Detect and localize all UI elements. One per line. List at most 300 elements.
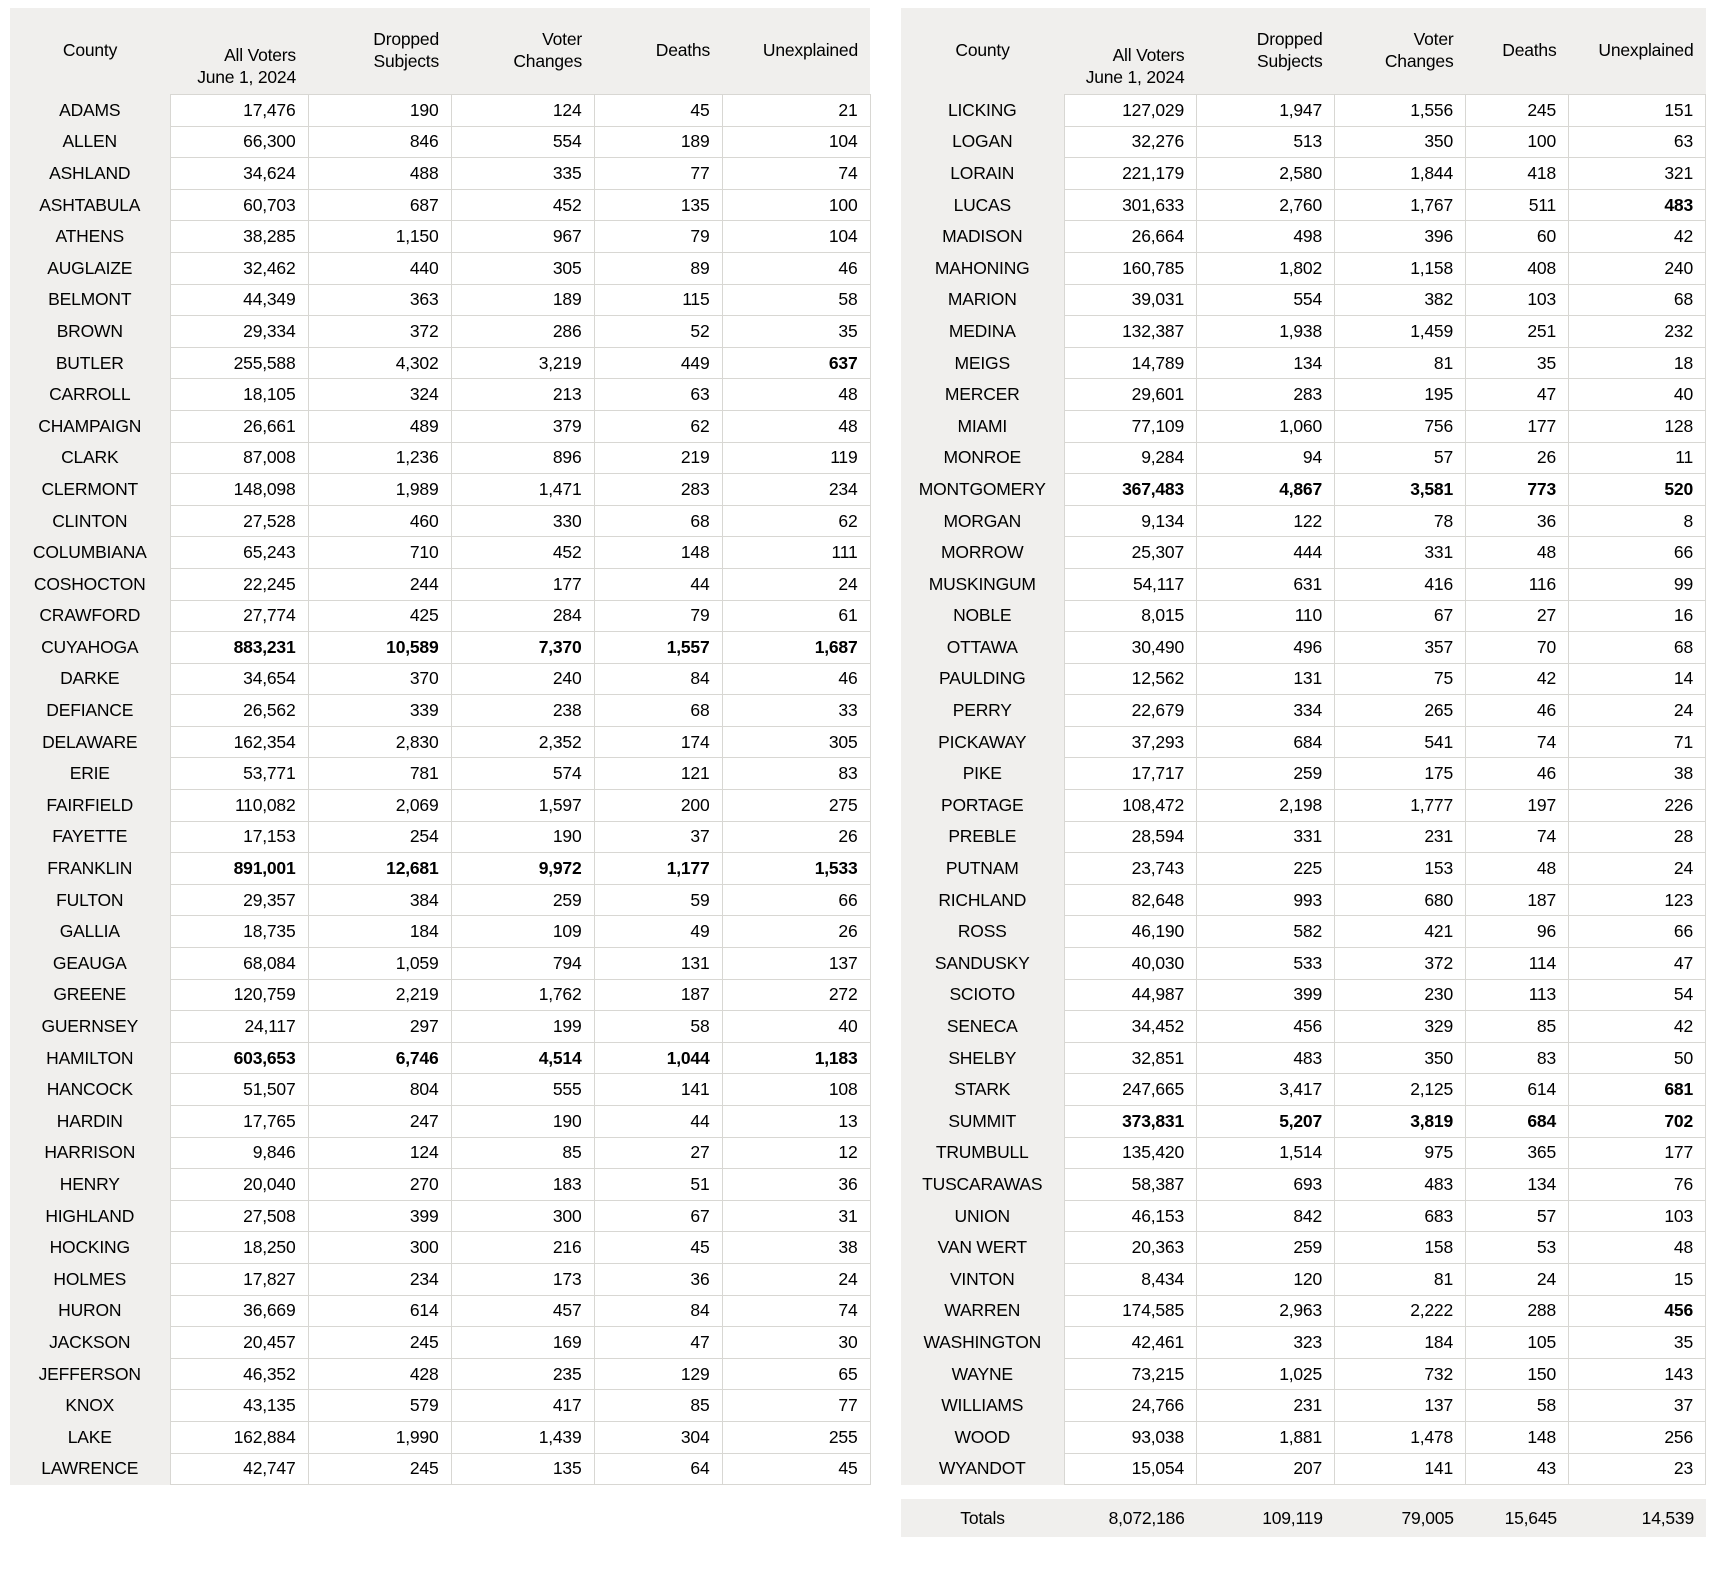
value-cell: 183 bbox=[451, 1169, 594, 1201]
value-cell: 37 bbox=[1569, 1390, 1706, 1422]
value-cell: 247 bbox=[308, 1106, 451, 1138]
value-cell: 259 bbox=[451, 884, 594, 916]
value-cell: 77 bbox=[722, 1390, 870, 1422]
value-cell: 108 bbox=[722, 1074, 870, 1106]
county-name-cell: VAN WERT bbox=[901, 1232, 1065, 1264]
value-cell: 449 bbox=[594, 347, 722, 379]
value-cell: 175 bbox=[1335, 758, 1466, 790]
header-dropped-line2: Subjects bbox=[1256, 51, 1323, 71]
table-row bbox=[901, 1421, 1706, 1453]
header-all-voters-line1: All Voters bbox=[1112, 45, 1185, 66]
value-cell: 297 bbox=[308, 1011, 451, 1043]
table-row bbox=[10, 189, 870, 221]
county-name-cell: PAULDING bbox=[901, 663, 1065, 695]
value-cell: 54,117 bbox=[1065, 568, 1197, 600]
table-row bbox=[901, 1042, 1706, 1074]
county-name-cell: SENECA bbox=[901, 1011, 1065, 1043]
value-cell: 216 bbox=[451, 1232, 594, 1264]
value-cell: 77,109 bbox=[1065, 410, 1197, 442]
county-name-cell: ADAMS bbox=[10, 95, 170, 127]
table-row bbox=[10, 1169, 870, 1201]
county-name-cell: PREBLE bbox=[901, 821, 1065, 853]
value-cell: 457 bbox=[451, 1295, 594, 1327]
value-cell: 13 bbox=[722, 1106, 870, 1138]
header-unexplained: Unexplained bbox=[1569, 8, 1706, 95]
value-cell: 36 bbox=[594, 1263, 722, 1295]
county-name-cell: MUSKINGUM bbox=[901, 568, 1065, 600]
table-row bbox=[10, 600, 870, 632]
value-cell: 710 bbox=[308, 537, 451, 569]
value-cell: 16 bbox=[1569, 600, 1706, 632]
county-name-cell: LAKE bbox=[10, 1421, 170, 1453]
value-cell: 234 bbox=[722, 474, 870, 506]
value-cell: 496 bbox=[1197, 632, 1335, 664]
header-changes-line1: Voter bbox=[1413, 29, 1454, 50]
value-cell: 1,556 bbox=[1335, 95, 1466, 127]
value-cell: 254 bbox=[308, 821, 451, 853]
value-cell: 158 bbox=[1335, 1232, 1466, 1264]
header-row bbox=[901, 8, 1706, 95]
value-cell: 35 bbox=[722, 316, 870, 348]
value-cell: 335 bbox=[451, 158, 594, 190]
value-cell: 120,759 bbox=[170, 979, 308, 1011]
value-cell: 67 bbox=[594, 1200, 722, 1232]
value-cell: 42 bbox=[1569, 221, 1706, 253]
value-cell: 74 bbox=[1466, 821, 1569, 853]
value-cell: 373,831 bbox=[1065, 1106, 1197, 1138]
value-cell: 26 bbox=[722, 821, 870, 853]
value-cell: 143 bbox=[1569, 1358, 1706, 1390]
value-cell: 148 bbox=[594, 537, 722, 569]
header-dropped-line1: Dropped bbox=[373, 29, 439, 50]
left-table-header bbox=[10, 8, 870, 95]
value-cell: 331 bbox=[1335, 537, 1466, 569]
table-row bbox=[10, 1042, 870, 1074]
table-row bbox=[10, 221, 870, 253]
value-cell: 27,774 bbox=[170, 600, 308, 632]
value-cell: 104 bbox=[722, 221, 870, 253]
value-cell: 444 bbox=[1197, 537, 1335, 569]
value-cell: 12 bbox=[722, 1137, 870, 1169]
county-name-cell: COSHOCTON bbox=[10, 568, 170, 600]
value-cell: 331 bbox=[1197, 821, 1335, 853]
value-cell: 3,219 bbox=[451, 347, 594, 379]
table-row bbox=[10, 568, 870, 600]
value-cell: 54 bbox=[1569, 979, 1706, 1011]
value-cell: 29,334 bbox=[170, 316, 308, 348]
header-row bbox=[10, 8, 870, 95]
value-cell: 184 bbox=[308, 916, 451, 948]
value-cell: 120 bbox=[1197, 1263, 1335, 1295]
value-cell: 452 bbox=[451, 537, 594, 569]
value-cell: 18,250 bbox=[170, 1232, 308, 1264]
value-cell: 65,243 bbox=[170, 537, 308, 569]
county-name-cell: STARK bbox=[901, 1074, 1065, 1106]
value-cell: 234 bbox=[308, 1263, 451, 1295]
county-name-cell: ASHLAND bbox=[10, 158, 170, 190]
value-cell: 189 bbox=[451, 284, 594, 316]
table-row bbox=[901, 948, 1706, 980]
value-cell: 36 bbox=[722, 1169, 870, 1201]
value-cell: 687 bbox=[308, 189, 451, 221]
value-cell: 46,190 bbox=[1065, 916, 1197, 948]
value-cell: 14,789 bbox=[1065, 347, 1197, 379]
value-cell: 300 bbox=[308, 1232, 451, 1264]
value-cell: 27,528 bbox=[170, 505, 308, 537]
value-cell: 245 bbox=[308, 1453, 451, 1485]
county-name-cell: FRANKLIN bbox=[10, 853, 170, 885]
county-name-cell: VINTON bbox=[901, 1263, 1065, 1295]
value-cell: 24 bbox=[1569, 695, 1706, 727]
table-row bbox=[10, 916, 870, 948]
value-cell: 137 bbox=[1335, 1390, 1466, 1422]
value-cell: 1,881 bbox=[1197, 1421, 1335, 1453]
value-cell: 555 bbox=[451, 1074, 594, 1106]
value-cell: 513 bbox=[1197, 126, 1335, 158]
value-cell: 1,989 bbox=[308, 474, 451, 506]
value-cell: 197 bbox=[1466, 790, 1569, 822]
value-cell: 96 bbox=[1466, 916, 1569, 948]
value-cell: 245 bbox=[308, 1327, 451, 1359]
value-cell: 190 bbox=[451, 821, 594, 853]
value-cell: 75 bbox=[1335, 663, 1466, 695]
value-cell: 74 bbox=[722, 158, 870, 190]
value-cell: 153 bbox=[1335, 853, 1466, 885]
value-cell: 27 bbox=[1466, 600, 1569, 632]
value-cell: 483 bbox=[1569, 189, 1706, 221]
value-cell: 1,150 bbox=[308, 221, 451, 253]
value-cell: 68 bbox=[594, 695, 722, 727]
value-cell: 93,038 bbox=[1065, 1421, 1197, 1453]
value-cell: 363 bbox=[308, 284, 451, 316]
value-cell: 141 bbox=[594, 1074, 722, 1106]
value-cell: 1,060 bbox=[1197, 410, 1335, 442]
value-cell: 53 bbox=[1466, 1232, 1569, 1264]
table-row bbox=[901, 1327, 1706, 1359]
value-cell: 100 bbox=[1466, 126, 1569, 158]
county-name-cell: CUYAHOGA bbox=[10, 632, 170, 664]
county-name-cell: DEFIANCE bbox=[10, 695, 170, 727]
county-name-cell: HAMILTON bbox=[10, 1042, 170, 1074]
county-name-cell: CHAMPAIGN bbox=[10, 410, 170, 442]
value-cell: 27 bbox=[594, 1137, 722, 1169]
value-cell: 105 bbox=[1466, 1327, 1569, 1359]
county-name-cell: LORAIN bbox=[901, 158, 1065, 190]
value-cell: 17,827 bbox=[170, 1263, 308, 1295]
table-row bbox=[10, 1263, 870, 1295]
value-cell: 4,302 bbox=[308, 347, 451, 379]
value-cell: 334 bbox=[1197, 695, 1335, 727]
header-changes-line2: Changes bbox=[513, 51, 582, 71]
value-cell: 579 bbox=[308, 1390, 451, 1422]
county-name-cell: MONTGOMERY bbox=[901, 474, 1065, 506]
table-row bbox=[10, 1074, 870, 1106]
value-cell: 846 bbox=[308, 126, 451, 158]
value-cell: 99 bbox=[1569, 568, 1706, 600]
county-name-cell: TUSCARAWAS bbox=[901, 1169, 1065, 1201]
header-changes-line2: Changes bbox=[1384, 51, 1454, 71]
value-cell: 614 bbox=[308, 1295, 451, 1327]
value-cell: 15 bbox=[1569, 1263, 1706, 1295]
table-row bbox=[10, 1453, 870, 1485]
value-cell: 975 bbox=[1335, 1137, 1466, 1169]
value-cell: 456 bbox=[1569, 1295, 1706, 1327]
value-cell: 58 bbox=[1466, 1390, 1569, 1422]
table-row bbox=[901, 821, 1706, 853]
table-row bbox=[10, 410, 870, 442]
value-cell: 1,478 bbox=[1335, 1421, 1466, 1453]
value-cell: 83 bbox=[1466, 1042, 1569, 1074]
value-cell: 24 bbox=[722, 1263, 870, 1295]
totals-unexplained: 14,539 bbox=[1569, 1499, 1706, 1537]
value-cell: 2,222 bbox=[1335, 1295, 1466, 1327]
value-cell: 305 bbox=[451, 252, 594, 284]
value-cell: 17,153 bbox=[170, 821, 308, 853]
table-row bbox=[10, 1295, 870, 1327]
table-row bbox=[901, 1011, 1706, 1043]
right-table-panel bbox=[901, 8, 1707, 1537]
table-row bbox=[901, 95, 1706, 127]
value-cell: 50 bbox=[1569, 1042, 1706, 1074]
value-cell: 1,938 bbox=[1197, 316, 1335, 348]
value-cell: 45 bbox=[594, 95, 722, 127]
value-cell: 416 bbox=[1335, 568, 1466, 600]
value-cell: 684 bbox=[1466, 1106, 1569, 1138]
value-cell: 29,601 bbox=[1065, 379, 1197, 411]
table-row bbox=[10, 126, 870, 158]
value-cell: 173 bbox=[451, 1263, 594, 1295]
value-cell: 3,417 bbox=[1197, 1074, 1335, 1106]
value-cell: 370 bbox=[308, 663, 451, 695]
value-cell: 554 bbox=[451, 126, 594, 158]
value-cell: 324 bbox=[308, 379, 451, 411]
value-cell: 51,507 bbox=[170, 1074, 308, 1106]
header-deaths: Deaths bbox=[1466, 8, 1569, 95]
table-row bbox=[10, 790, 870, 822]
header-county: County bbox=[10, 8, 170, 95]
value-cell: 79 bbox=[594, 600, 722, 632]
table-row bbox=[901, 1074, 1706, 1106]
value-cell: 132,387 bbox=[1065, 316, 1197, 348]
value-cell: 2,069 bbox=[308, 790, 451, 822]
value-cell: 245 bbox=[1466, 95, 1569, 127]
value-cell: 47 bbox=[1466, 379, 1569, 411]
value-cell: 190 bbox=[308, 95, 451, 127]
value-cell: 62 bbox=[722, 505, 870, 537]
county-name-cell: HANCOCK bbox=[10, 1074, 170, 1106]
value-cell: 367,483 bbox=[1065, 474, 1197, 506]
value-cell: 79 bbox=[594, 221, 722, 253]
table-row bbox=[901, 1137, 1706, 1169]
table-row bbox=[901, 410, 1706, 442]
value-cell: 51 bbox=[594, 1169, 722, 1201]
value-cell: 1,025 bbox=[1197, 1358, 1335, 1390]
county-name-cell: NOBLE bbox=[901, 600, 1065, 632]
table-row bbox=[901, 790, 1706, 822]
value-cell: 22,245 bbox=[170, 568, 308, 600]
value-cell: 174,585 bbox=[1065, 1295, 1197, 1327]
value-cell: 187 bbox=[1466, 884, 1569, 916]
table-row bbox=[10, 252, 870, 284]
totals-deaths: 15,645 bbox=[1466, 1499, 1569, 1537]
value-cell: 330 bbox=[451, 505, 594, 537]
value-cell: 137 bbox=[722, 948, 870, 980]
county-name-cell: MARION bbox=[901, 284, 1065, 316]
county-name-cell: ATHENS bbox=[10, 221, 170, 253]
value-cell: 189 bbox=[594, 126, 722, 158]
value-cell: 24,766 bbox=[1065, 1390, 1197, 1422]
value-cell: 993 bbox=[1197, 884, 1335, 916]
value-cell: 38 bbox=[722, 1232, 870, 1264]
value-cell: 141 bbox=[1335, 1453, 1466, 1485]
value-cell: 71 bbox=[1569, 726, 1706, 758]
table-row bbox=[901, 1263, 1706, 1295]
value-cell: 2,963 bbox=[1197, 1295, 1335, 1327]
county-name-cell: HOCKING bbox=[10, 1232, 170, 1264]
county-name-cell: SCIOTO bbox=[901, 979, 1065, 1011]
value-cell: 30 bbox=[722, 1327, 870, 1359]
value-cell: 64 bbox=[594, 1453, 722, 1485]
table-row bbox=[10, 979, 870, 1011]
county-name-cell: MEDINA bbox=[901, 316, 1065, 348]
table-row bbox=[10, 853, 870, 885]
value-cell: 6,746 bbox=[308, 1042, 451, 1074]
value-cell: 483 bbox=[1335, 1169, 1466, 1201]
value-cell: 48 bbox=[1569, 1232, 1706, 1264]
county-name-cell: CLINTON bbox=[10, 505, 170, 537]
table-row bbox=[10, 663, 870, 695]
value-cell: 842 bbox=[1197, 1200, 1335, 1232]
value-cell: 110 bbox=[1197, 600, 1335, 632]
county-name-cell: BROWN bbox=[10, 316, 170, 348]
value-cell: 119 bbox=[722, 442, 870, 474]
left-table-body bbox=[10, 95, 870, 1485]
value-cell: 44 bbox=[594, 1106, 722, 1138]
county-name-cell: MIAMI bbox=[901, 410, 1065, 442]
value-cell: 46 bbox=[1466, 758, 1569, 790]
county-name-cell: MAHONING bbox=[901, 252, 1065, 284]
value-cell: 84 bbox=[594, 663, 722, 695]
county-name-cell: COLUMBIANA bbox=[10, 537, 170, 569]
table-row bbox=[10, 821, 870, 853]
value-cell: 284 bbox=[451, 600, 594, 632]
value-cell: 150 bbox=[1466, 1358, 1569, 1390]
value-cell: 68 bbox=[1569, 632, 1706, 664]
value-cell: 160,785 bbox=[1065, 252, 1197, 284]
value-cell: 1,777 bbox=[1335, 790, 1466, 822]
county-name-cell: CLERMONT bbox=[10, 474, 170, 506]
value-cell: 43,135 bbox=[170, 1390, 308, 1422]
value-cell: 134 bbox=[1197, 347, 1335, 379]
county-name-cell: CARROLL bbox=[10, 379, 170, 411]
value-cell: 1,767 bbox=[1335, 189, 1466, 221]
value-cell: 100 bbox=[722, 189, 870, 221]
value-cell: 9,284 bbox=[1065, 442, 1197, 474]
value-cell: 26,562 bbox=[170, 695, 308, 727]
value-cell: 603,653 bbox=[170, 1042, 308, 1074]
value-cell: 440 bbox=[308, 252, 451, 284]
value-cell: 357 bbox=[1335, 632, 1466, 664]
header-deaths: Deaths bbox=[594, 8, 722, 95]
county-name-cell: WYANDOT bbox=[901, 1453, 1065, 1485]
county-name-cell: DARKE bbox=[10, 663, 170, 695]
value-cell: 5,207 bbox=[1197, 1106, 1335, 1138]
table-row bbox=[901, 189, 1706, 221]
table-row bbox=[901, 758, 1706, 790]
value-cell: 39,031 bbox=[1065, 284, 1197, 316]
value-cell: 48 bbox=[722, 379, 870, 411]
value-cell: 85 bbox=[594, 1390, 722, 1422]
value-cell: 3,819 bbox=[1335, 1106, 1466, 1138]
value-cell: 121 bbox=[594, 758, 722, 790]
county-name-cell: KNOX bbox=[10, 1390, 170, 1422]
county-name-cell: MONROE bbox=[901, 442, 1065, 474]
right-table-body bbox=[901, 95, 1706, 1485]
value-cell: 46,352 bbox=[170, 1358, 308, 1390]
table-row bbox=[901, 695, 1706, 727]
value-cell: 207 bbox=[1197, 1453, 1335, 1485]
table-row bbox=[901, 126, 1706, 158]
value-cell: 76 bbox=[1569, 1169, 1706, 1201]
value-cell: 8,015 bbox=[1065, 600, 1197, 632]
value-cell: 520 bbox=[1569, 474, 1706, 506]
value-cell: 533 bbox=[1197, 948, 1335, 980]
value-cell: 2,830 bbox=[308, 726, 451, 758]
value-cell: 1,762 bbox=[451, 979, 594, 1011]
value-cell: 46,153 bbox=[1065, 1200, 1197, 1232]
value-cell: 425 bbox=[308, 600, 451, 632]
value-cell: 339 bbox=[308, 695, 451, 727]
value-cell: 230 bbox=[1335, 979, 1466, 1011]
value-cell: 174 bbox=[594, 726, 722, 758]
county-name-cell: BUTLER bbox=[10, 347, 170, 379]
table-row bbox=[901, 663, 1706, 695]
value-cell: 614 bbox=[1466, 1074, 1569, 1106]
value-cell: 693 bbox=[1197, 1169, 1335, 1201]
value-cell: 34,452 bbox=[1065, 1011, 1197, 1043]
value-cell: 283 bbox=[594, 474, 722, 506]
value-cell: 124 bbox=[451, 95, 594, 127]
value-cell: 9,134 bbox=[1065, 505, 1197, 537]
value-cell: 1,802 bbox=[1197, 252, 1335, 284]
value-cell: 8,434 bbox=[1065, 1263, 1197, 1295]
value-cell: 36 bbox=[1466, 505, 1569, 537]
county-name-cell: AUGLAIZE bbox=[10, 252, 170, 284]
value-cell: 10,589 bbox=[308, 632, 451, 664]
value-cell: 967 bbox=[451, 221, 594, 253]
value-cell: 70 bbox=[1466, 632, 1569, 664]
value-cell: 428 bbox=[308, 1358, 451, 1390]
table-row bbox=[10, 1232, 870, 1264]
value-cell: 637 bbox=[722, 347, 870, 379]
value-cell: 48 bbox=[722, 410, 870, 442]
value-cell: 66 bbox=[722, 884, 870, 916]
table-row bbox=[10, 758, 870, 790]
value-cell: 26 bbox=[722, 916, 870, 948]
value-cell: 1,687 bbox=[722, 632, 870, 664]
value-cell: 42 bbox=[1569, 1011, 1706, 1043]
table-row bbox=[901, 284, 1706, 316]
value-cell: 38 bbox=[1569, 758, 1706, 790]
value-cell: 272 bbox=[722, 979, 870, 1011]
value-cell: 42,747 bbox=[170, 1453, 308, 1485]
value-cell: 300 bbox=[451, 1200, 594, 1232]
value-cell: 225 bbox=[1197, 853, 1335, 885]
value-cell: 26 bbox=[1466, 442, 1569, 474]
county-name-cell: PIKE bbox=[901, 758, 1065, 790]
value-cell: 1,459 bbox=[1335, 316, 1466, 348]
value-cell: 63 bbox=[1569, 126, 1706, 158]
